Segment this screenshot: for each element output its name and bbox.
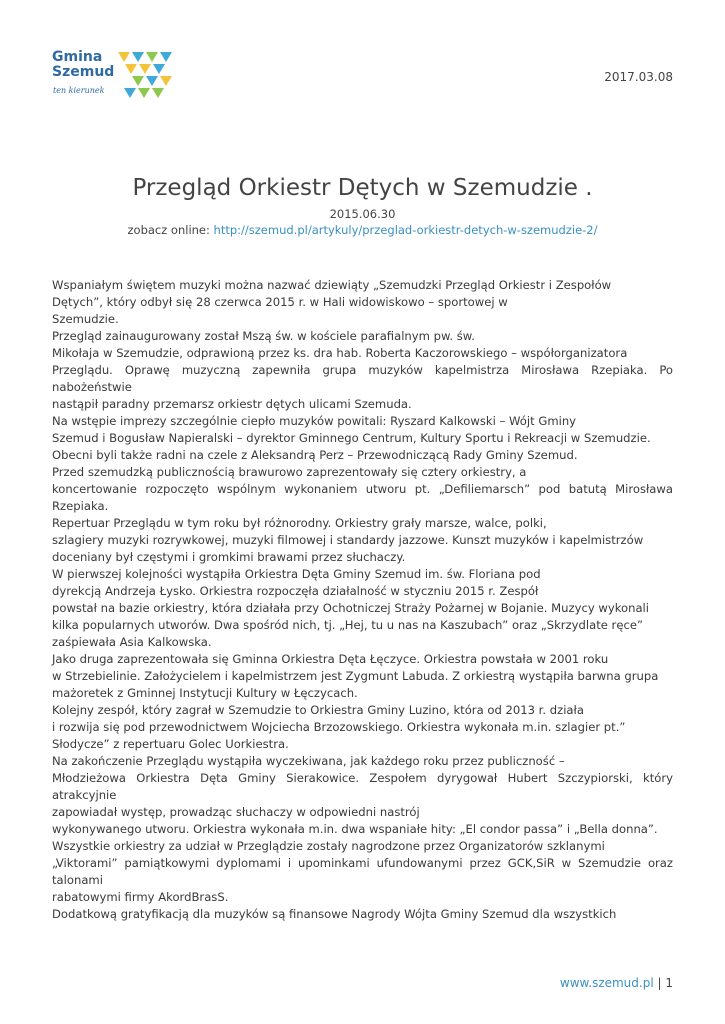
footer-site-link[interactable]: www.szemud.pl [559,976,654,990]
body-line: doceniany był częstymi i gromkimi brawami przez słuchaczy. [52,550,406,564]
body-line: Na wstępie imprezy szczególnie ciepło muzyków powitali: Ryszard Kalkowski – Wójt Gminy [52,414,577,428]
body-line: Przeglądu. Oprawę muzyczną zapewniła grupa muzyków kapelmistrza Mirosława Rzepiaka. Po [52,363,673,377]
body-line: W pierwszej kolejności wystąpiła Orkiestra Dęta Gminy Szemud im. św. Floriana pod [52,567,541,581]
body-line: Młodzieżowa Orkiestra Dęta Gminy Sierakowice. Zespołem dyrygował Hubert Szczypiorski, który [52,771,673,785]
body-line: nabożeństwie [52,380,132,394]
body-line: zapowiadał występ, prowadząc słuchaczy w odpowiedni nastrój [52,805,420,819]
logo-text [52,50,114,80]
logo-tagline: ten kierunek [53,86,105,95]
body-line: Słodycze” z repertuaru Golec Uorkiestra. [52,737,289,751]
body-line: atrakcyjnie [52,788,117,802]
body-line: mażoretek z Gminnej Instytucji Kultury w Łęczycach. [52,686,358,700]
body-line: i rozwija się pod przewodnictwem Wojciecha Brzozowskiego. Orkiestra wykonała m.in. szlagier pt.” [52,720,626,734]
logo-triangles-icon [116,50,176,102]
body-line: szlagiery muzyki rozrywkowej, muzyki filmowej i standardy jazzowe. Kunszt muzyków i kapelmistrzów [52,533,644,547]
body-line: Dodatkową gratyfikacją dla muzyków są finansowe Nagrody Wójta Gminy Szemud dla wszystkich [52,907,617,921]
body-line: Wszystkie orkiestry za udział w Przeglądzie zostały nagrodzone przez Organizatorów szklanymi [52,839,605,853]
logo-line-2: Szemud [52,64,115,80]
body-line: Repertuar Przeglądu w tym roku był różnorodny. Orkiestry grały marsze, walce, polki, [52,516,547,530]
body-line: wykonywanego utworu. Orkiestra wykonała m.in. dwa wspaniałe hity: „El condor passa” i „Bella donna”. [52,822,658,836]
body-line: zaśpiewała Asia Kalkowska. [52,635,212,649]
body-line: powstał na bazie orkiestry, która działała przy Ochotniczej Straży Pożarnej w Bojanie. Muzycy wykonali [52,601,650,615]
body-line: Przegląd zainaugurowany został Mszą św. w kościele parafialnym pw. św. [52,329,475,343]
publication-date: 2015.06.30 [329,207,396,221]
body-line: Na zakończenie Przeglądu wystąpiła wyczekiwana, jak każdego roku przez publiczność – [52,754,565,768]
article-url-link[interactable]: http://szemud.pl/artykuly/przeglad-orkiestr-detych-w-szemudzie-2/ [213,223,598,237]
body-line: Przed szemudzką publicznością brawurowo zaprezentowały się cztery orkiestry, a [52,465,527,479]
online-label: zobacz online: [127,223,210,237]
body-line: kilka popularnych utworów. Dwa spośród nich, tj. „Hej, tu u nas na Kaszubach” oraz „Skrzydlate ręce” [52,618,643,632]
body-line: w Strzebielinie. Założycielem i kapelmistrzem jest Zygmunt Labuda. Z orkiestrą wystąpiła barwna grupa [52,669,659,683]
body-line: „Viktorami” pamiątkowymi dyplomami i upominkami ufundowanymi przez GCK,SiR w Szemudzie oraz [52,856,673,870]
body-line: Jako druga zaprezentowała się Gminna Orkiestra Dęta Łęczyce. Orkiestra powstała w 2001 roku [52,652,609,666]
body-line: Rzepiaka. [52,499,109,513]
body-line: Wspaniałym świętem muzyki można nazwać dziewiąty „Szemudzki Przegląd Orkiestr i Zespołów [52,278,612,292]
body-line: Szemud i Bogusław Napieralski – dyrektor Gminnego Centrum, Kultury Sportu i Rekreacji w Szemudzie. [52,431,651,445]
body-line: koncertowanie rozpoczęto wspólnym wykonaniem utworu pt. „Defiliemarsch” pod batutą Mirosława [52,482,673,496]
page-number: 1 [665,976,673,990]
page-footer [560,976,673,990]
body-line: Mikołaja w Szemudzie, odprawioną przez ks. dra hab. Roberta Kaczorowskiego – współorganizatora [52,346,628,360]
logo-line-1: Gmina [52,49,103,65]
gmina-szemud-logo [52,50,182,106]
body-line: Obecni byli także radni na czele z Aleksandrą Perz – Przewodniczącą Rady Gminy Szemud. [52,448,578,462]
body-line: Szemudzie. [52,312,119,326]
footer-separator: | [653,976,666,990]
article-body [52,277,673,923]
body-line: rabatowymi firmy AkordBrasS. [52,890,229,904]
body-line: dyrekcją Andrzeja Łysko. Orkiestra rozpoczęła działalność w styczniu 2015 r. Zespół [52,584,539,598]
online-link-row [0,223,725,237]
body-line: talonami [52,873,103,887]
body-line: nastąpił paradny przemarsz orkiestr dętych ulicami Szemuda. [52,397,412,411]
article-title: Przegląd Orkiestr Dętych w Szemudzie . [132,175,593,201]
body-line: Kolejny zespół, który zagrał w Szemudzie to Orkiestra Gminy Luzino, która od 2013 r. działa [52,703,584,717]
body-line: Dętych”, który odbył się 28 czerwca 2015 r. w Hali widowiskowo – sportowej w [52,295,508,309]
document-date: 2017.03.08 [604,70,673,84]
